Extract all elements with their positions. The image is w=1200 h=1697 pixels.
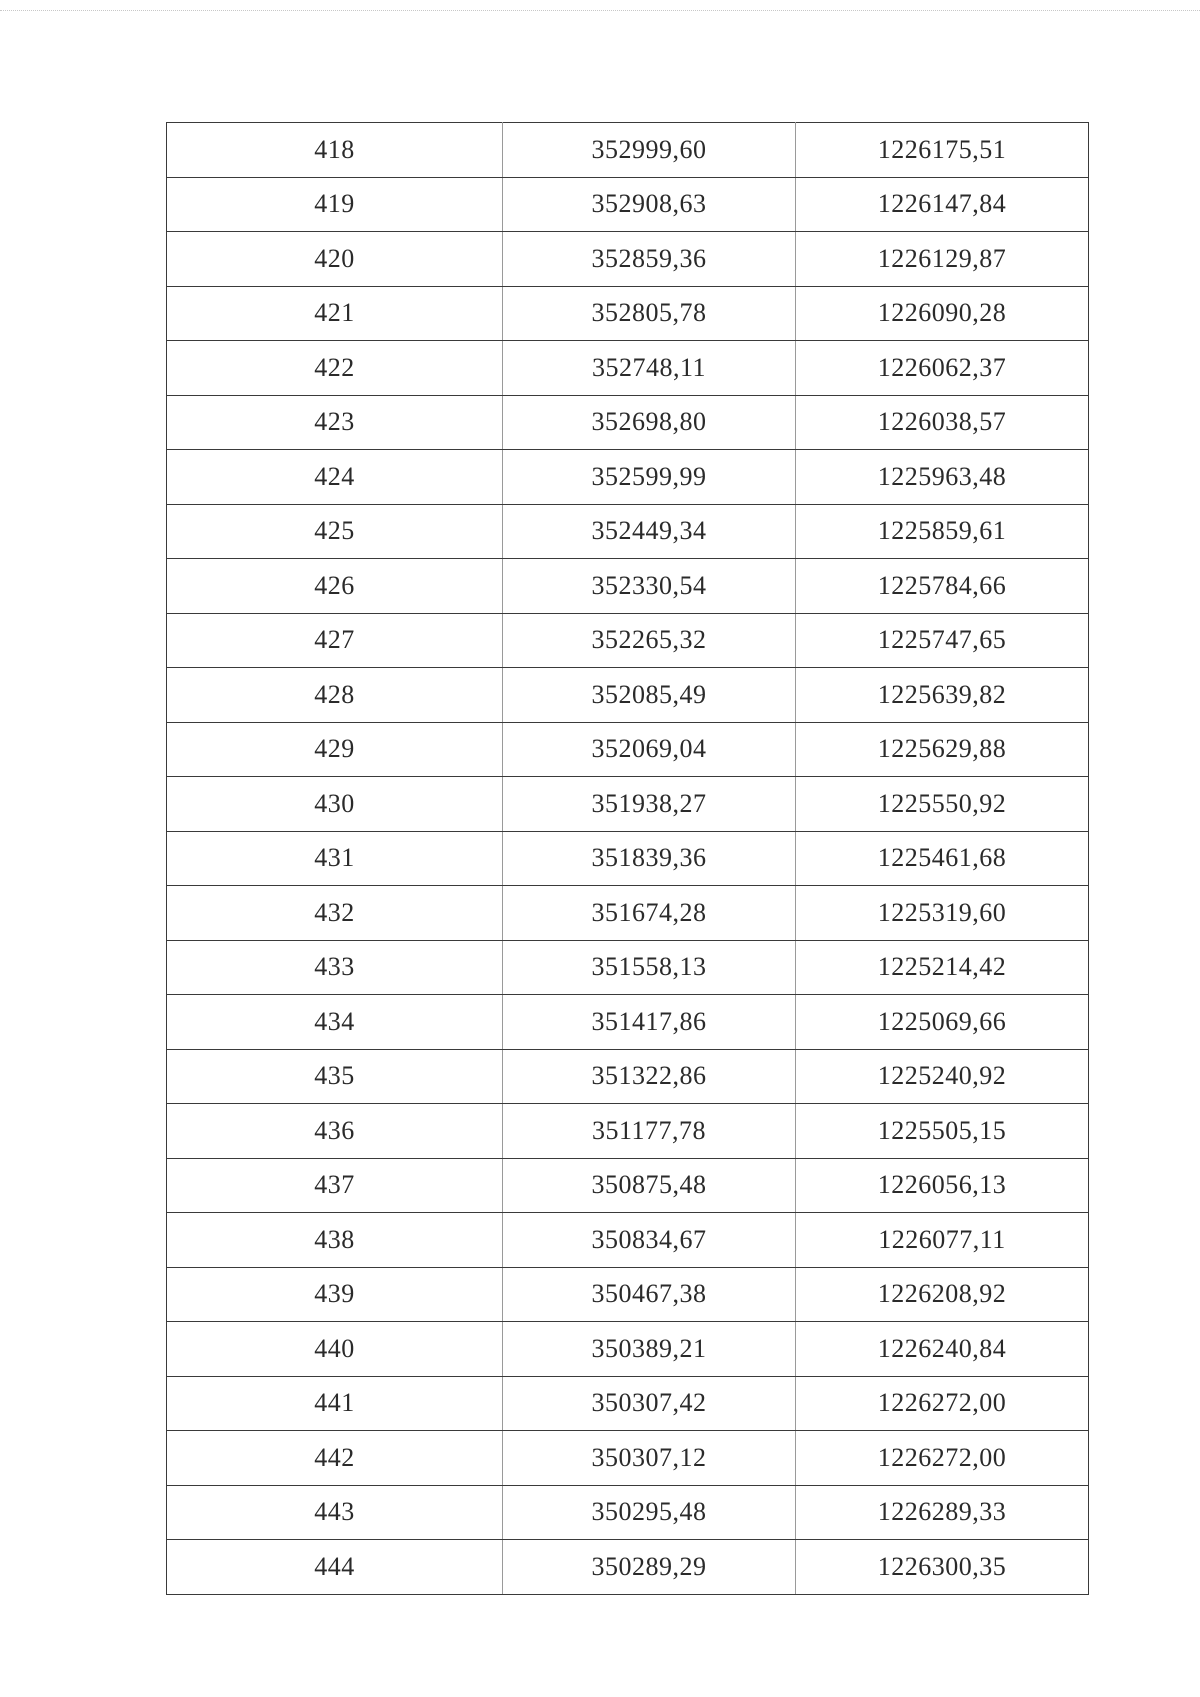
table-row [167,940,1089,995]
y-coordinate-cell: 1226147,84 [796,177,1089,232]
y-coordinate-cell: 1225629,88 [796,722,1089,777]
table-row [167,1322,1089,1377]
x-coordinate-cell: 350467,38 [503,1267,796,1322]
point-number-cell: 438 [167,1213,503,1268]
table-row [167,1049,1089,1104]
y-coordinate-cell: 1226300,35 [796,1540,1089,1595]
y-coordinate-cell: 1226129,87 [796,232,1089,287]
table-row [167,1485,1089,1540]
x-coordinate-cell: 352265,32 [503,613,796,668]
table-row [167,123,1089,178]
point-number-cell: 425 [167,504,503,559]
x-coordinate-cell: 351674,28 [503,886,796,941]
point-number-cell: 421 [167,286,503,341]
point-number-cell: 442 [167,1431,503,1486]
point-number-cell: 427 [167,613,503,668]
point-number-cell: 422 [167,341,503,396]
x-coordinate-cell: 352449,34 [503,504,796,559]
y-coordinate-cell: 1226272,00 [796,1431,1089,1486]
point-number-cell: 428 [167,668,503,723]
table-row [167,341,1089,396]
x-coordinate-cell: 350834,67 [503,1213,796,1268]
table-row [167,777,1089,832]
coordinates-table [166,122,1089,1595]
x-coordinate-cell: 350389,21 [503,1322,796,1377]
x-coordinate-cell: 350295,48 [503,1485,796,1540]
y-coordinate-cell: 1225784,66 [796,559,1089,614]
y-coordinate-cell: 1225240,92 [796,1049,1089,1104]
point-number-cell: 430 [167,777,503,832]
x-coordinate-cell: 351938,27 [503,777,796,832]
table-row [167,1158,1089,1213]
x-coordinate-cell: 352859,36 [503,232,796,287]
point-number-cell: 424 [167,450,503,505]
y-coordinate-cell: 1226289,33 [796,1485,1089,1540]
y-coordinate-cell: 1226240,84 [796,1322,1089,1377]
point-number-cell: 432 [167,886,503,941]
y-coordinate-cell: 1226208,92 [796,1267,1089,1322]
x-coordinate-cell: 350289,29 [503,1540,796,1595]
y-coordinate-cell: 1226056,13 [796,1158,1089,1213]
table-row [167,886,1089,941]
point-number-cell: 441 [167,1376,503,1431]
y-coordinate-cell: 1225859,61 [796,504,1089,559]
table-row [167,668,1089,723]
table-row [167,1431,1089,1486]
table-row [167,232,1089,287]
coordinates-table-body [167,123,1089,1595]
x-coordinate-cell: 352599,99 [503,450,796,505]
y-coordinate-cell: 1225963,48 [796,450,1089,505]
y-coordinate-cell: 1225639,82 [796,668,1089,723]
point-number-cell: 444 [167,1540,503,1595]
x-coordinate-cell: 352805,78 [503,286,796,341]
y-coordinate-cell: 1225319,60 [796,886,1089,941]
point-number-cell: 443 [167,1485,503,1540]
table-row [167,504,1089,559]
table-row [167,1376,1089,1431]
point-number-cell: 419 [167,177,503,232]
table-row [167,177,1089,232]
x-coordinate-cell: 351417,86 [503,995,796,1050]
x-coordinate-cell: 350307,12 [503,1431,796,1486]
table-row [167,613,1089,668]
y-coordinate-cell: 1225461,68 [796,831,1089,886]
table-row [167,722,1089,777]
y-coordinate-cell: 1225214,42 [796,940,1089,995]
x-coordinate-cell: 352085,49 [503,668,796,723]
point-number-cell: 426 [167,559,503,614]
x-coordinate-cell: 352748,11 [503,341,796,396]
point-number-cell: 433 [167,940,503,995]
point-number-cell: 439 [167,1267,503,1322]
x-coordinate-cell: 352908,63 [503,177,796,232]
y-coordinate-cell: 1226090,28 [796,286,1089,341]
point-number-cell: 437 [167,1158,503,1213]
y-coordinate-cell: 1225505,15 [796,1104,1089,1159]
x-coordinate-cell: 351839,36 [503,831,796,886]
table-row [167,1540,1089,1595]
x-coordinate-cell: 352330,54 [503,559,796,614]
table-row [167,395,1089,450]
point-number-cell: 431 [167,831,503,886]
point-number-cell: 423 [167,395,503,450]
table-row [167,1213,1089,1268]
x-coordinate-cell: 351322,86 [503,1049,796,1104]
point-number-cell: 436 [167,1104,503,1159]
point-number-cell: 420 [167,232,503,287]
table-row [167,995,1089,1050]
y-coordinate-cell: 1226038,57 [796,395,1089,450]
x-coordinate-cell: 350875,48 [503,1158,796,1213]
x-coordinate-cell: 352698,80 [503,395,796,450]
table-row [167,831,1089,886]
x-coordinate-cell: 351558,13 [503,940,796,995]
y-coordinate-cell: 1226062,37 [796,341,1089,396]
table-row [167,286,1089,341]
y-coordinate-cell: 1226272,00 [796,1376,1089,1431]
table-row [167,559,1089,614]
y-coordinate-cell: 1225069,66 [796,995,1089,1050]
y-coordinate-cell: 1225747,65 [796,613,1089,668]
point-number-cell: 429 [167,722,503,777]
x-coordinate-cell: 352069,04 [503,722,796,777]
x-coordinate-cell: 350307,42 [503,1376,796,1431]
table-row [167,450,1089,505]
point-number-cell: 418 [167,123,503,178]
y-coordinate-cell: 1226077,11 [796,1213,1089,1268]
x-coordinate-cell: 351177,78 [503,1104,796,1159]
point-number-cell: 434 [167,995,503,1050]
point-number-cell: 440 [167,1322,503,1377]
y-coordinate-cell: 1225550,92 [796,777,1089,832]
table-row [167,1104,1089,1159]
point-number-cell: 435 [167,1049,503,1104]
table-row [167,1267,1089,1322]
y-coordinate-cell: 1226175,51 [796,123,1089,178]
x-coordinate-cell: 352999,60 [503,123,796,178]
